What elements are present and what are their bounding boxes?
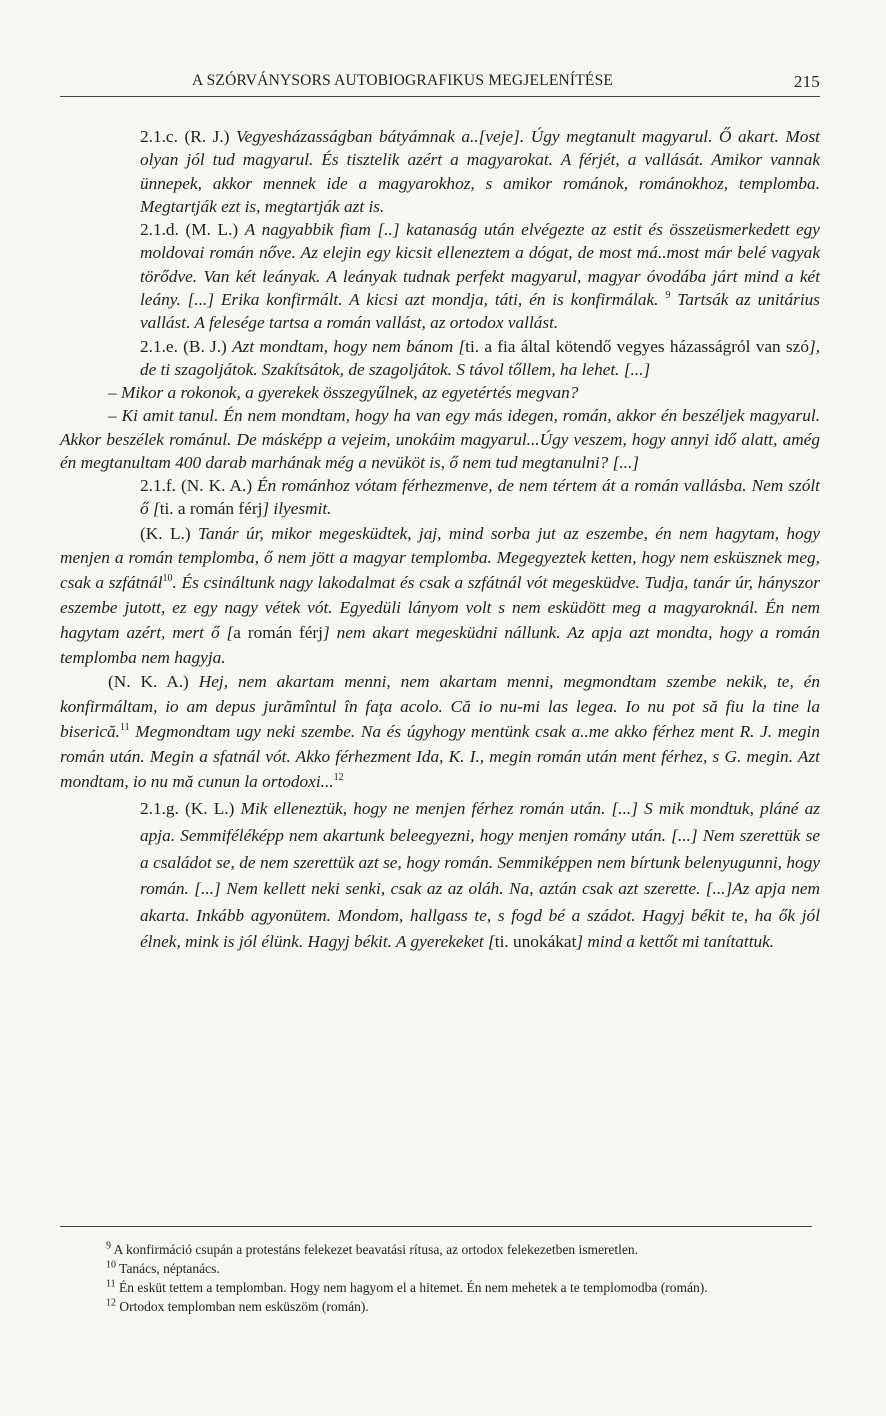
footnote-ref: 12 bbox=[333, 771, 344, 783]
running-title: A SZÓRVÁNYSORS AUTOBIOGRAFIKUS MEGJELENÍTÉSE bbox=[192, 72, 614, 89]
footnote-number: 12 bbox=[106, 1297, 116, 1309]
quote-text: Én románhoz vótam férhezmenve, de nem tértem át a román vallásba. Nem szólt ő [ bbox=[140, 476, 820, 519]
footnote-ref: 9 bbox=[665, 290, 671, 302]
quote-code: 2.1.e. (B. J.) bbox=[140, 336, 233, 356]
quote-code: 2.1.c. (R. J.) bbox=[140, 127, 237, 146]
quote-text: A nagyabbik fiam [..] katanaság után elvégezte az estit és összeüsmerkedett egy moldovai román nőve. Az elejin egy kicsit elleneztem a dógat, de most má..most már belé vagyak törődve. Van két leányak. A leányak tudnak perfekt magyarul, magyar óvodába járt mind a két leány. [...] Erika konfirmált. A kicsi azt mondja, táti, én is konfirmálak. bbox=[140, 220, 820, 310]
footnote-number: 10 bbox=[106, 1259, 116, 1271]
footnote-11 bbox=[60, 1278, 820, 1297]
quote-code: 2.1.g. (K. L.) bbox=[140, 799, 241, 819]
quote-text: Hej, nem akartam menni, nem akartam menni, megmondtam szembe nekik, te, én konfirmáltam, io am depus jurămîntul în faţa acolo. Că io nu-mi las legea. Io nu pot să fiu la tine la biserică. bbox=[60, 672, 820, 742]
quote-text: Megmondtam ugy neki szembe. Na és úgyhogy mentünk csak a..me akko férhez ment R. J. megin román után. Megin a sfatnál vót. Akko férhezment Ida, K. I., megin román után ment férhez, s G. megin. Azt mondtam, io nu mă cunun la ortodoxi... bbox=[60, 722, 820, 791]
quote-block-2-1-f bbox=[140, 474, 820, 521]
quote-text: Vegyesházasságban bátyámnak a..[veje]. Úgy megtanult magyarul. Ő akart. Most olyan jól tud magyarul. És tisztelik azért a magyarokat. A férjét, a vallását. Amikor vannak ünnepek, akkor mennek ide a magyarokhoz, s amikor románok, románokhoz, templomba. Megtartják ezt is, megtartják azt is. bbox=[140, 127, 820, 216]
paragraph bbox=[140, 218, 820, 334]
paragraph bbox=[140, 335, 820, 382]
quote-code: 2.1.f. (N. K. A.) bbox=[140, 476, 258, 496]
dialogue-block bbox=[60, 381, 820, 474]
footnote-10 bbox=[60, 1259, 820, 1278]
page-body bbox=[60, 125, 820, 956]
footnote-text: Ortodox templomban nem esküszöm (román). bbox=[119, 1299, 369, 1314]
question-line: – Mikor a rokonok, a gyerekek összegyűlnek, az egyetértés megvan? bbox=[108, 383, 579, 403]
quote-text: Tanár úr, mikor megesküdtek, jaj, mind sorba jut az eszembe, én nem hagytam, hogy menjen a román templomba, ő nem jött a magyar templomba. Megegyeztek ketten, hogy nem esküsznek meg, csak a szfátnál bbox=[60, 523, 821, 593]
quote-text: Tartsák az unitárius vallást. A felesége tartsa a román vallást, az ortodox vallást. bbox=[140, 290, 820, 333]
answer-line: – Ki amit tanul. Én nem mondtam, hogy ha van egy más idegen, román, akkor én beszéljek magyarul. Akkor beszélek románul. De másképp a vejeim, unokáim magyarul...Úgy veszem, hogy annyi idő alatt, amég én megtanultam 400 darab marhának még a nevüköt is, ő nem tud megtanulni? [...] bbox=[60, 406, 820, 472]
footnote-number: 11 bbox=[106, 1278, 116, 1290]
paragraph bbox=[140, 474, 820, 521]
quote-code: 2.1.d. (M. L.) bbox=[140, 220, 245, 240]
quote-block-2-1-g bbox=[140, 796, 820, 956]
quote-text: ] nem akart megesküdni nállunk. Az apja azt mondta, hogy a román templomba nem hagyja. bbox=[60, 622, 820, 667]
footnote-text: Tanács, néptanács. bbox=[119, 1261, 220, 1276]
paragraph bbox=[60, 522, 820, 671]
quote-text: ] ilyesmit. bbox=[262, 499, 332, 519]
quote-code: (K. L.) bbox=[140, 523, 198, 543]
quote-code: (N. K. A.) bbox=[108, 672, 199, 692]
header-rule bbox=[60, 96, 820, 97]
quote-text: Azt mondtam, hogy nem bánom [ bbox=[232, 336, 466, 356]
quote-text: ], de ti szagoljátok. Szakítsátok, de szagoljátok. S távol tőllem, ha lehet. [...] bbox=[140, 336, 821, 379]
interview-block bbox=[60, 522, 820, 795]
footnote-number: 9 bbox=[106, 1240, 111, 1252]
footnote-9 bbox=[60, 1240, 820, 1259]
page-number: 215 bbox=[793, 72, 820, 91]
quote-block-2-1-c bbox=[140, 125, 820, 381]
footnote-ref: 10 bbox=[162, 573, 173, 585]
editor-note: ti. a román férj bbox=[159, 499, 263, 519]
footnotes bbox=[60, 1240, 820, 1316]
quote-text: . És csináltunk nagy lakodalmat és csak a szfátnál vót megesküdve. Tudja, tanár úr, hányszor eszembe jutott, ez egy nagy vétek vót. Egyedüli lányom volt s nem esküdött meg a magyaroknál. Én nem hagytam azért, mert ő [ bbox=[60, 573, 820, 642]
footnote-ref: 11 bbox=[120, 722, 130, 734]
paragraph bbox=[140, 125, 820, 218]
paragraph bbox=[140, 796, 820, 956]
footnote-12 bbox=[60, 1297, 820, 1316]
footnote-text: A konfirmáció csupán a protestáns felekezet beavatási rítusa, az ortodox felekezetben ismeretlen. bbox=[113, 1242, 639, 1257]
editor-note: a román férj bbox=[233, 622, 323, 642]
quote-text: Mik elleneztük, hogy ne menjen férhez román után. [...] S mik mondtuk, pláné az apja. Semmiféléképp nem akartunk beleegyezni, hogy menjen romány után. [...] Nem szerettük se a családot se, de nem szerettük azt se, hogy román. Semmiképpen nem bírtunk belenyugunni, hogy román. [...] Nem kellett neki senki, csak az az oláh. Na, aztán csak azt szerette. [...]Az apja nem akarta. Inkább agyonütem. Mondom, hallgass te, s fogd bé a szádot. Hagyj békit te, ha ők jól élnek, mink is jól élünk. Hagyj békit. A gyerekeket [ bbox=[140, 799, 820, 952]
footnote-text: Én esküt tettem a templomban. Hogy nem hagyom el a hitemet. Én nem mehetek a te templomodba (román). bbox=[119, 1280, 708, 1295]
paragraph bbox=[60, 670, 820, 794]
editor-note: ti. a fia által kötendő vegyes házasságról van szó bbox=[465, 336, 809, 356]
editor-note: ti. unokákat bbox=[494, 932, 577, 952]
quote-text: ] mind a kettőt mi tanítattuk. bbox=[576, 932, 775, 952]
footnote-rule bbox=[60, 1226, 812, 1227]
